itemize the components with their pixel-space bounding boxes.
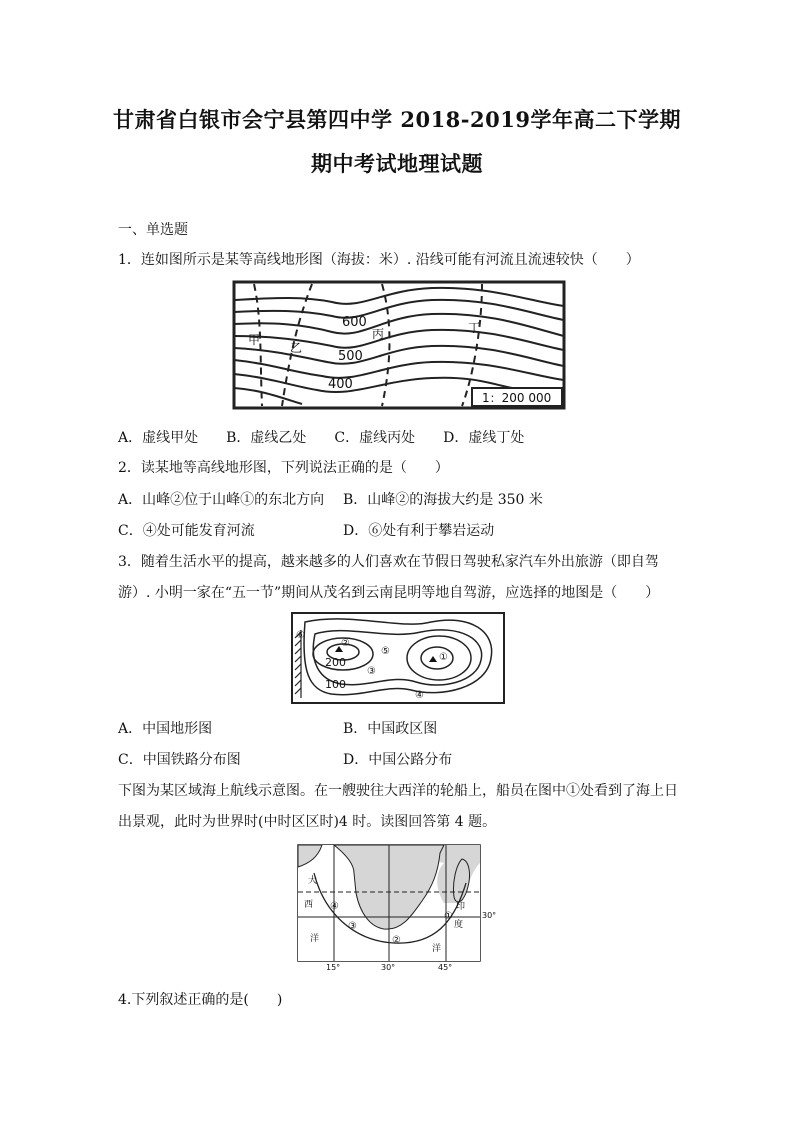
q4-intro-line2: 出景观，此时为世界时(中时区区时)4 时。读图回答第 4 题。 xyxy=(118,814,497,830)
q3-marker-5: ⑤ xyxy=(381,646,390,657)
q3-marker-6: ⑥ xyxy=(296,630,305,641)
ocean-label-yang-right: 洋 xyxy=(432,944,442,954)
q3-contour-label-200: 200 xyxy=(325,656,346,669)
q3-option-c: C．中国铁路分布图 xyxy=(118,752,241,768)
q3-marker-4: ④ xyxy=(415,690,424,701)
ocean-label-yin: 印 xyxy=(456,902,466,912)
q4-intro-line1: 下图为某区域海上航线示意图。在一艘驶往大西洋的轮船上，船员在图中①处看到了海上日 xyxy=(118,783,678,799)
contour-label-600: 600 xyxy=(342,315,367,330)
q1-contour-map xyxy=(232,280,566,410)
dashed-line-jia-label: 甲 xyxy=(248,333,261,347)
q3-stem-line1: 3．随着生活水平的提高，越来越多的人们喜欢在节假日驾驶私家汽车外出旅游（即自驾 xyxy=(118,554,659,570)
q3-marker-1: ① xyxy=(439,652,448,663)
route-marker-4: ④ xyxy=(330,901,339,912)
q3-stem-line2: 游）. 小明一家在“五一节”期间从茂名到云南昆明等地自驾游，应选择的地图是（ ） xyxy=(118,585,660,601)
dashed-line-ding-label: 丁 xyxy=(468,321,481,335)
dashed-line-yi-label: 乙 xyxy=(290,341,303,355)
lat-label-30: 30° xyxy=(482,911,497,920)
q3-option-a: A．中国地形图 xyxy=(118,721,213,737)
q4-stem: 4.下列叙述正确的是( ) xyxy=(118,992,283,1008)
q2-stem: 2．读某地等高线地形图，下列说法正确的是（ ） xyxy=(118,460,449,476)
ocean-label-da: 大 xyxy=(308,876,318,886)
q2-option-b: B．山峰②的海拔大约是 350 米 xyxy=(343,492,543,508)
doc-title-line2: 期中考试地理试题 xyxy=(311,151,483,176)
ocean-label-yang-left: 洋 xyxy=(310,934,320,944)
doc-title-line1: 甘肃省白银市会宁县第四中学 2018-2019学年高二下学期 xyxy=(113,107,681,132)
q1-stem: 1．连如图所示是某等高线地形图（海拔：米）. 沿线可能有河流且流速较快（ ） xyxy=(118,252,640,268)
q3-option-d: D．中国公路分布 xyxy=(343,752,453,768)
route-marker-1: ① xyxy=(444,911,453,922)
q3-option-b: B．中国政区图 xyxy=(343,721,438,737)
q2-option-d: D．⑥处有利于攀岩运动 xyxy=(343,523,495,539)
contour-label-400: 400 xyxy=(328,377,353,392)
lon-label-15: 15° xyxy=(326,963,341,971)
q1-map-scale: 1：200 000 xyxy=(482,391,552,405)
lon-label-45: 45° xyxy=(438,963,453,971)
ocean-label-du: 度 xyxy=(454,920,464,930)
q3-marker-3: ③ xyxy=(367,666,376,677)
q3-contour-map xyxy=(291,612,505,704)
q1-options: A．虚线甲处 B．虚线乙处 C．虚线丙处 D．虚线丁处 xyxy=(118,430,525,446)
ocean-label-xi: 西 xyxy=(304,900,314,910)
section-heading: 一、单选题 xyxy=(118,222,188,238)
route-marker-3: ③ xyxy=(348,921,357,932)
contour-label-500: 500 xyxy=(338,349,363,364)
q4-route-map xyxy=(294,843,500,971)
q3-marker-2: ② xyxy=(341,638,350,649)
q2-option-c: C．④处可能发育河流 xyxy=(118,523,255,539)
q2-option-a: A．山峰②位于山峰①的东北方向 xyxy=(118,492,325,508)
q3-contour-label-100: 100 xyxy=(325,678,346,691)
dashed-line-bing-label: 丙 xyxy=(372,327,385,341)
route-marker-2: ② xyxy=(392,935,401,946)
lon-label-30: 30° xyxy=(381,963,396,971)
